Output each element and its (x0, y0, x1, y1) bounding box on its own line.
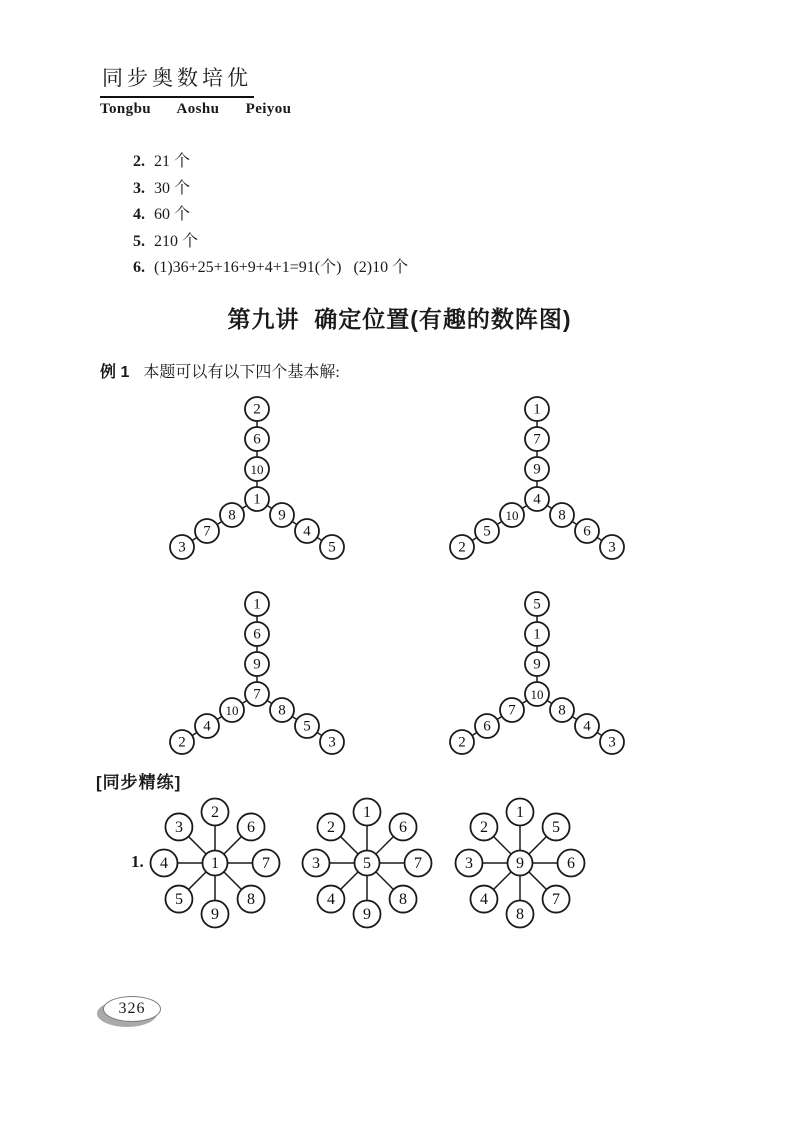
node-value: 8 (516, 906, 524, 923)
number-node (450, 730, 474, 754)
page-number-badge (97, 995, 163, 1029)
node-value: 3 (608, 734, 616, 751)
node-value: 3 (608, 539, 616, 556)
number-node (525, 682, 549, 706)
number-node (245, 457, 269, 481)
node-value: 6 (247, 818, 256, 836)
number-node (525, 487, 549, 511)
connector-line (462, 694, 537, 742)
number-node (202, 799, 229, 826)
number-node (456, 850, 483, 877)
node-value: 7 (533, 431, 541, 448)
connector-line (257, 499, 332, 547)
number-node (405, 850, 432, 877)
connector-line (462, 499, 537, 547)
number-node (550, 503, 574, 527)
node-value: 7 (262, 855, 270, 872)
number-node (450, 535, 474, 559)
number-node (170, 730, 194, 754)
number-node (245, 622, 269, 646)
node-value: 6 (567, 855, 575, 872)
number-node (245, 397, 269, 421)
number-node (303, 850, 330, 877)
node-value: 2 (326, 818, 335, 836)
y-number-diagram (437, 587, 637, 763)
connector-line (182, 694, 257, 742)
answer-item (133, 254, 693, 281)
y-diagram-slot-2 (437, 392, 637, 568)
node-value: 4 (479, 891, 488, 909)
y-number-diagram (437, 392, 637, 568)
number-node (470, 813, 497, 840)
answer-item (133, 201, 693, 228)
node-value: 1 (516, 804, 524, 821)
number-node (543, 813, 570, 840)
number-node (295, 519, 319, 543)
number-node (170, 535, 194, 559)
node-value: 2 (458, 539, 466, 556)
node-value: 6 (253, 626, 261, 643)
node-value: 9 (533, 461, 541, 478)
number-node (525, 397, 549, 421)
node-value: 3 (174, 818, 183, 836)
number-node (575, 519, 599, 543)
node-value: 10 (530, 687, 544, 702)
number-node (295, 714, 319, 738)
number-node (245, 427, 269, 451)
node-value: 3 (178, 539, 186, 556)
answer-text: 21 个 (154, 153, 191, 170)
node-value: 4 (533, 491, 541, 508)
number-node (165, 813, 192, 840)
connector-line (537, 694, 612, 742)
number-node (238, 886, 265, 913)
node-value: 7 (552, 891, 561, 909)
answer-text: 30 个 (154, 179, 191, 197)
number-node (317, 886, 344, 913)
number-node (500, 503, 524, 527)
number-node (165, 886, 192, 913)
section-title: 第九讲 确定位置(有趣的数阵图) (227, 306, 572, 332)
number-node (151, 850, 178, 877)
number-node (507, 799, 534, 826)
node-value: 4 (326, 891, 335, 909)
number-node (245, 682, 269, 706)
answer-item (133, 228, 693, 255)
number-node (525, 457, 549, 481)
node-value: 1 (363, 804, 371, 821)
number-node (354, 901, 381, 928)
node-value: 8 (278, 702, 286, 719)
answer-number: 4. (133, 206, 145, 223)
node-value: 9 (533, 656, 541, 673)
number-node (507, 901, 534, 928)
answer-number: 3. (133, 179, 145, 197)
number-node (220, 698, 244, 722)
number-node (525, 592, 549, 616)
node-value: 7 (253, 686, 261, 703)
node-value: 1 (533, 401, 541, 418)
node-value: 10 (225, 703, 239, 718)
number-node (355, 851, 380, 876)
number-node (320, 730, 344, 754)
book-title-chinese: 同步奥数培优 (100, 62, 254, 98)
number-node (270, 698, 294, 722)
answer-number: 2. (133, 153, 145, 170)
star-number-diagram (147, 795, 283, 931)
y-diagram-slot-3 (157, 587, 357, 763)
number-node (390, 886, 417, 913)
node-value: 4 (303, 523, 311, 540)
node-value: 5 (363, 855, 371, 872)
number-node (354, 799, 381, 826)
y-diagram-slot-4 (437, 587, 637, 763)
book-title-pinyin: Tongbu Aoshu Peiyou (100, 101, 292, 117)
node-value: 7 (508, 702, 516, 719)
example-label: 例 1 (100, 364, 130, 381)
connector-line (257, 694, 332, 742)
number-node (245, 487, 269, 511)
node-value: 3 (312, 855, 320, 872)
number-node (203, 851, 228, 876)
node-value: 6 (483, 718, 491, 735)
star-number-diagram (299, 795, 435, 931)
y-diagram-slot-1 (157, 392, 357, 568)
number-node (525, 427, 549, 451)
node-value: 9 (516, 855, 524, 872)
node-value: 5 (303, 718, 311, 735)
number-node (320, 535, 344, 559)
node-value: 8 (558, 702, 566, 719)
number-node (195, 519, 219, 543)
answer-text: 210 个 (154, 232, 199, 250)
book-header (100, 62, 291, 118)
star-diagram-slot-2 (299, 795, 435, 931)
node-value: 9 (253, 656, 261, 673)
answer-item (133, 175, 693, 202)
node-value: 8 (247, 891, 256, 909)
number-node (202, 901, 229, 928)
node-value: 5 (174, 891, 183, 909)
number-node (317, 813, 344, 840)
node-value: 4 (160, 855, 168, 872)
node-value: 6 (399, 818, 408, 836)
node-value: 6 (583, 523, 591, 540)
answer-number: 5. (133, 232, 145, 250)
number-node (470, 886, 497, 913)
node-value: 2 (458, 734, 466, 751)
node-value: 9 (363, 906, 371, 923)
node-value: 9 (278, 507, 286, 524)
node-value: 1 (211, 855, 219, 872)
number-node (475, 714, 499, 738)
answer-text: (1)36+25+16+9+4+1=91(个) (2)10 个 (154, 259, 409, 276)
example-text: 本题可以有以下四个基本解: (143, 364, 340, 381)
node-value: 1 (253, 596, 261, 613)
node-value: 6 (253, 431, 261, 448)
node-value: 2 (211, 804, 219, 821)
number-node (500, 698, 524, 722)
number-node (220, 503, 244, 527)
number-node (253, 850, 280, 877)
node-value: 1 (533, 626, 541, 643)
node-value: 8 (399, 891, 408, 909)
star-diagram-slot-3 (452, 795, 588, 931)
number-node (525, 652, 549, 676)
number-node (550, 698, 574, 722)
number-node (600, 730, 624, 754)
number-node (525, 622, 549, 646)
star-diagram-slot-1 (147, 795, 283, 931)
number-node (558, 850, 585, 877)
node-value: 3 (328, 734, 336, 751)
y-number-diagram (157, 587, 357, 763)
node-value: 2 (253, 401, 261, 418)
node-value: 5 (533, 596, 541, 613)
connector-line (182, 499, 257, 547)
node-value: 5 (552, 818, 561, 836)
number-node (245, 592, 269, 616)
number-node (475, 519, 499, 543)
example-line (100, 359, 340, 382)
practice-section-label: [同步精练] (96, 773, 182, 792)
answer-item (133, 148, 693, 175)
answer-list (133, 148, 693, 281)
node-value: 1 (253, 491, 261, 508)
problem-number: 1. (131, 852, 144, 871)
number-node (390, 813, 417, 840)
node-value: 8 (228, 507, 236, 524)
number-node (238, 813, 265, 840)
node-value: 10 (250, 462, 264, 477)
number-node (575, 714, 599, 738)
number-node (245, 652, 269, 676)
number-node (543, 886, 570, 913)
number-node (508, 851, 533, 876)
page-number: 326 (118, 1000, 146, 1017)
node-value: 5 (483, 523, 491, 540)
node-value: 2 (479, 818, 488, 836)
number-node (270, 503, 294, 527)
node-value: 8 (558, 507, 566, 524)
y-number-diagram (157, 392, 357, 568)
node-value: 4 (583, 718, 591, 735)
number-node (195, 714, 219, 738)
node-value: 9 (211, 906, 219, 923)
node-value: 10 (505, 508, 519, 523)
node-value: 5 (328, 539, 336, 556)
connector-line (537, 499, 612, 547)
node-value: 3 (465, 855, 473, 872)
answer-text: 60 个 (154, 206, 191, 223)
star-number-diagram (452, 795, 588, 931)
node-value: 7 (203, 523, 211, 540)
node-value: 2 (178, 734, 186, 751)
page-number-oval (103, 996, 161, 1022)
node-value: 4 (203, 718, 211, 735)
node-value: 7 (414, 855, 422, 872)
number-node (600, 535, 624, 559)
answer-number: 6. (133, 259, 145, 276)
